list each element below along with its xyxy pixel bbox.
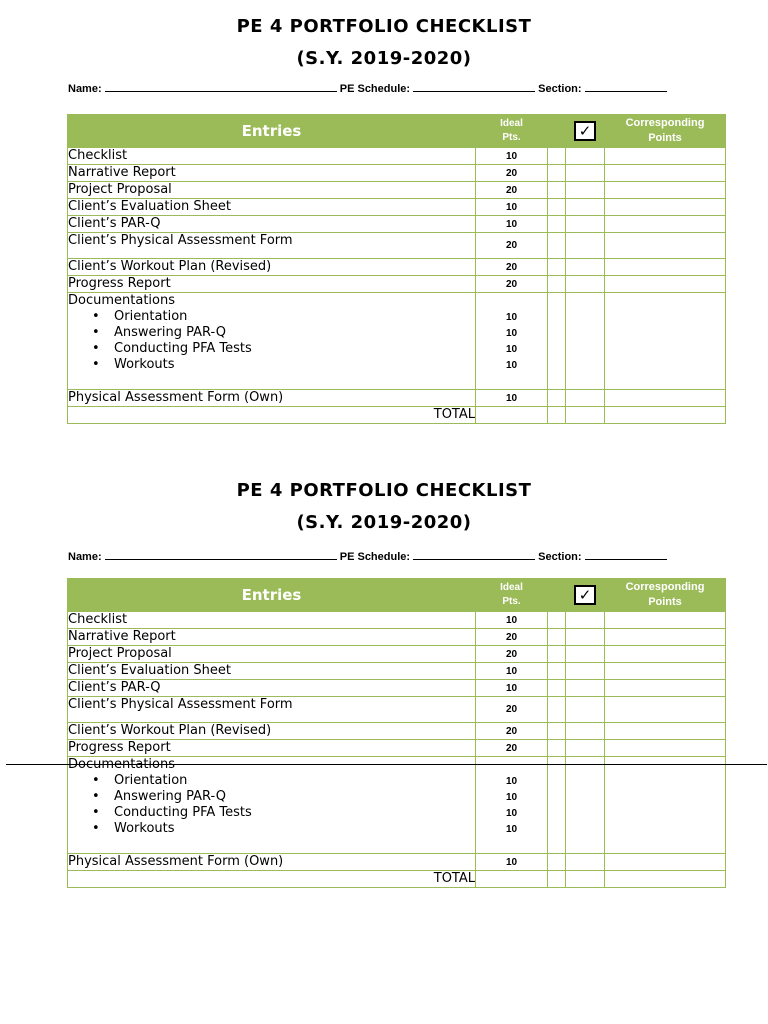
points-cell[interactable] [605,646,726,663]
documentations-row [68,293,726,390]
ideal-points: 20 [476,740,548,757]
points-cell[interactable] [605,663,726,680]
check-cell[interactable] [566,680,605,697]
table-row [68,390,726,407]
check-cell[interactable] [566,233,605,259]
ideal-points: 10 [505,328,518,339]
check-cell[interactable] [566,148,605,165]
blank-cell [548,680,566,697]
table-row [68,612,726,629]
blank-header [548,115,566,148]
ideal-points: 10 [476,854,548,871]
check-cell[interactable] [566,612,605,629]
documentations-list [68,773,475,837]
documentations-points [476,757,548,854]
documentations-cell [68,757,476,854]
check-cell[interactable] [566,199,605,216]
sheet-subtitle: (S.Y. 2019-2020) [296,48,472,69]
table-header-row [68,579,726,612]
check-cell[interactable] [566,854,605,871]
check-cell[interactable] [566,259,605,276]
table-row [68,148,726,165]
points-cell[interactable] [605,680,726,697]
blank-cell [548,233,566,259]
blank-cell [548,723,566,740]
check-cell [566,871,605,888]
table-row [68,680,726,697]
points-cell[interactable] [605,723,726,740]
check-cell[interactable] [566,165,605,182]
list-item: • Answering PAR-Q [114,325,475,341]
entry-label: Checklist [68,148,476,165]
blank-header [548,579,566,612]
list-item: • Conducting PFA Tests [114,805,475,821]
entry-label: Physical Assessment Form (Own) [68,854,476,871]
entry-label: Client’s Workout Plan (Revised) [68,723,476,740]
documentations-row [68,757,726,854]
entry-label: Progress Report [68,276,476,293]
points-cell[interactable] [605,757,726,854]
table-row [68,276,726,293]
name-label: Name: [68,83,105,95]
ideal-points: 10 [505,360,518,371]
points-cell[interactable] [605,182,726,199]
blank-cell [548,854,566,871]
check-header [566,579,605,612]
blank-cell [548,165,566,182]
check-cell[interactable] [566,757,605,854]
name-field[interactable] [105,81,337,92]
ideal-points: 20 [476,629,548,646]
ideal-points: 10 [476,199,548,216]
table-row [68,199,726,216]
blank-cell [548,199,566,216]
checkbox-checked-icon: ✓ [574,585,596,605]
name-field[interactable] [105,549,337,560]
check-cell[interactable] [566,723,605,740]
total-label: TOTAL [68,407,476,424]
ideal-points: 10 [476,390,548,407]
ideal-points-header: Ideal Pts. [476,115,548,148]
check-cell[interactable] [566,293,605,390]
blank-cell [548,276,566,293]
section-label: Section: [538,551,585,563]
schedule-label: PE Schedule: [339,83,414,95]
entry-label: Project Proposal [68,646,476,663]
total-ideal-cell [476,871,548,888]
table-row [68,165,726,182]
entry-label: Project Proposal [68,182,476,199]
sheet-title: PE 4 PORTFOLIO CHECKLIST [236,480,532,501]
entries-header: Entries [68,115,476,148]
ideal-points: 10 [505,312,518,323]
entry-label: Client’s PAR-Q [68,680,476,697]
blank-cell [548,663,566,680]
points-cell[interactable] [605,199,726,216]
blank-cell [548,629,566,646]
ideal-points: 10 [505,824,518,835]
table-row [68,854,726,871]
ideal-points: 10 [505,344,518,355]
entry-label: Narrative Report [68,629,476,646]
list-item: • Orientation [114,773,475,789]
points-cell[interactable] [605,216,726,233]
student-info-line [68,549,667,563]
total-label: TOTAL [68,871,476,888]
ideal-points: 20 [476,182,548,199]
ideal-points: 10 [505,776,518,787]
blank-cell [548,740,566,757]
check-cell[interactable] [566,646,605,663]
points-cell[interactable] [605,276,726,293]
checklist-table [67,578,726,888]
list-item: • Conducting PFA Tests [114,341,475,357]
points-cell[interactable] [605,740,726,757]
student-info-line [68,81,667,95]
check-cell[interactable] [566,390,605,407]
section-label: Section: [538,83,585,95]
table-row [68,182,726,199]
list-item: • Answering PAR-Q [114,789,475,805]
points-cell[interactable] [605,697,726,723]
check-cell[interactable] [566,629,605,646]
check-cell[interactable] [566,182,605,199]
entry-label: Progress Report [68,740,476,757]
ideal-points-header: Ideal Pts. [476,579,548,612]
blank-cell [548,216,566,233]
entry-label: Narrative Report [68,165,476,182]
sheet-title: PE 4 PORTFOLIO CHECKLIST [236,16,532,37]
ideal-points: 10 [476,663,548,680]
list-item: • Orientation [114,309,475,325]
schedule-label: PE Schedule: [339,551,414,563]
ideal-points: 20 [476,259,548,276]
checkbox-checked-icon: ✓ [574,121,596,141]
section-field[interactable] [585,81,667,92]
table-row [68,259,726,276]
section-field[interactable] [585,549,667,560]
ideal-points: 10 [505,808,518,819]
table-row [68,740,726,757]
blank-cell [548,646,566,663]
ideal-points: 10 [476,148,548,165]
blank-cell [548,757,566,854]
points-cell[interactable] [605,259,726,276]
entry-label: Client’s Evaluation Sheet [68,663,476,680]
points-cell[interactable] [605,148,726,165]
points-cell[interactable] [605,390,726,407]
entry-label: Checklist [68,612,476,629]
blank-cell [548,293,566,390]
total-row [68,871,726,888]
total-row [68,407,726,424]
table-row [68,629,726,646]
ideal-points: 10 [476,612,548,629]
entry-label: Client’s Workout Plan (Revised) [68,259,476,276]
points-cell[interactable] [605,165,726,182]
ideal-points: 20 [476,233,548,259]
entry-label: Client’s Physical Assessment Form [68,697,476,723]
total-points-cell[interactable] [605,871,726,888]
total-ideal-cell [476,407,548,424]
blank-cell [548,182,566,199]
check-cell[interactable] [566,740,605,757]
points-cell[interactable] [605,629,726,646]
entries-header: Entries [68,579,476,612]
cut-line [6,764,767,765]
total-points-cell[interactable] [605,407,726,424]
blank-cell [548,259,566,276]
ideal-points: 10 [476,680,548,697]
checklist-table [67,114,726,424]
corresponding-points-header: Corresponding Points [605,579,726,612]
ideal-points: 20 [476,165,548,182]
check-cell [566,407,605,424]
entry-label: Client’s PAR-Q [68,216,476,233]
blank-cell [548,697,566,723]
points-cell[interactable] [605,612,726,629]
corresponding-points-header: Corresponding Points [605,115,726,148]
check-cell[interactable] [566,216,605,233]
blank-cell [548,148,566,165]
table-row [68,216,726,233]
entry-label: Physical Assessment Form (Own) [68,390,476,407]
entry-label: Client’s Evaluation Sheet [68,199,476,216]
points-cell[interactable] [605,293,726,390]
table-row [68,663,726,680]
documentations-cell [68,293,476,390]
schedule-field[interactable] [413,81,535,92]
schedule-field[interactable] [413,549,535,560]
documentations-list [68,309,475,373]
ideal-points: 20 [476,697,548,723]
blank-cell [548,612,566,629]
blank-cell [548,390,566,407]
ideal-points: 10 [476,216,548,233]
list-item: • Workouts [114,357,475,373]
list-item: • Workouts [114,821,475,837]
check-cell[interactable] [566,276,605,293]
table-row [68,697,726,723]
ideal-points: 20 [476,276,548,293]
table-header-row [68,115,726,148]
documentations-points [476,293,548,390]
name-label: Name: [68,551,105,563]
documentations-label: Documentations [68,293,175,308]
blank-cell [548,407,566,424]
points-cell[interactable] [605,854,726,871]
ideal-points: 20 [476,723,548,740]
check-cell[interactable] [566,663,605,680]
points-cell[interactable] [605,233,726,259]
table-row [68,723,726,740]
check-header [566,115,605,148]
check-cell[interactable] [566,697,605,723]
documentations-label: Documentations [68,757,175,772]
ideal-points: 10 [505,792,518,803]
table-row [68,646,726,663]
table-row [68,233,726,259]
blank-cell [548,871,566,888]
sheet-subtitle: (S.Y. 2019-2020) [296,512,472,533]
entry-label: Client’s Physical Assessment Form [68,233,476,259]
ideal-points: 20 [476,646,548,663]
